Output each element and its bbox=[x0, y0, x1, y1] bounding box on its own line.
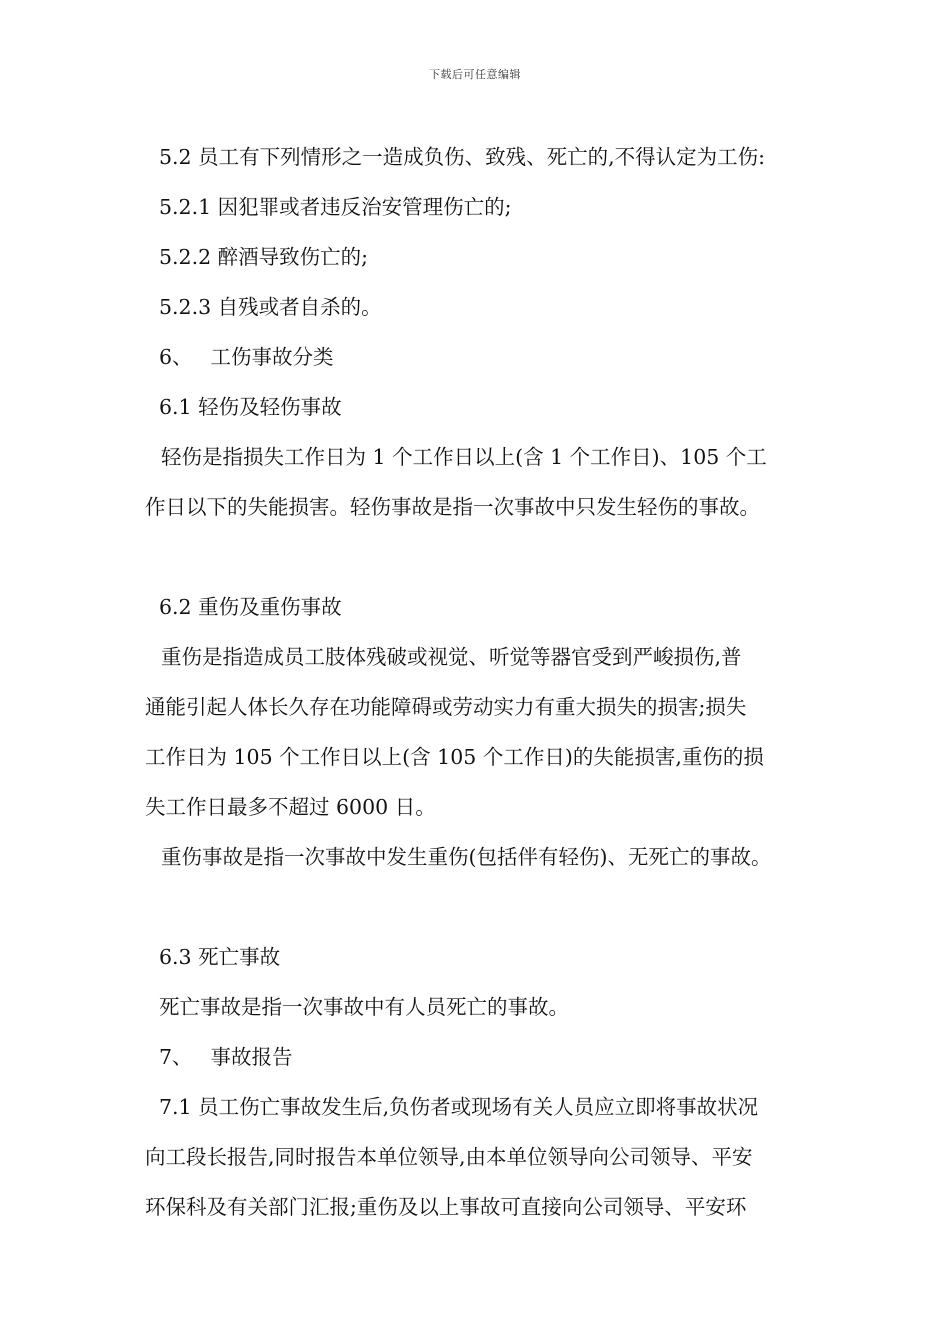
section-6-title: 工伤事故分类 bbox=[210, 345, 334, 369]
section-6-heading bbox=[145, 332, 820, 382]
clause-6-1: 6.1 轻伤及轻伤事故 bbox=[159, 395, 342, 419]
clause-6-2: 6.2 重伤及重伤事故 bbox=[159, 595, 342, 619]
paragraph-6-2b: 重伤事故是指一次事故中发生重伤(包括伴有轻伤)、无死亡的事故。 bbox=[161, 845, 772, 869]
paragraph-6-2-line-2: 通能引起人体长久存在功能障碍或劳动实力有重大损失的损害;损失 bbox=[145, 695, 747, 719]
section-7-number: 7、 bbox=[159, 1045, 193, 1069]
blank-line bbox=[145, 882, 820, 932]
paragraph-6-2-line-3: 工作日为 105 个工作日以上(含 105 个工作日)的失能损害,重伤的损 bbox=[145, 745, 764, 769]
blank-line bbox=[145, 532, 820, 582]
section-6-number: 6、 bbox=[159, 345, 193, 369]
paragraph-7-1-line-1: 7.1 员工伤亡事故发生后,负伤者或现场有关人员应立即将事故状况 bbox=[159, 1095, 759, 1119]
clause-5-2-1: 5.2.1 因犯罪或者违反治安管理伤亡的; bbox=[159, 195, 512, 219]
paragraph-6-1-line-1: 轻伤是指损失工作日为 1 个工作日以上(含 1 个工作日)、105 个工 bbox=[161, 445, 767, 469]
section-7-title: 事故报告 bbox=[210, 1045, 293, 1069]
paragraph-7-1-line-2: 向工段长报告,同时报告本单位领导,由本单位领导向公司领导、平安 bbox=[145, 1145, 753, 1169]
clause-5-2-3: 5.2.3 自残或者自杀的。 bbox=[159, 295, 382, 319]
paragraph-6-1-line-2: 作日以下的失能损害。轻伤事故是指一次事故中只发生轻伤的事故。 bbox=[145, 495, 760, 519]
clause-5-2-2: 5.2.2 醉酒导致伤亡的; bbox=[159, 245, 369, 269]
paragraph-6-2-line-4: 失工作日最多不超过 6000 日。 bbox=[145, 795, 436, 819]
clause-6-3: 6.3 死亡事故 bbox=[159, 945, 281, 969]
paragraph-6-3: 死亡事故是指一次事故中有人员死亡的事故。 bbox=[159, 995, 569, 1019]
page-header: 下载后可任意编辑 bbox=[429, 68, 521, 81]
document-body bbox=[145, 132, 820, 1232]
paragraph-7-1-line-3: 环保科及有关部门汇报;重伤及以上事故可直接向公司领导、平安环 bbox=[145, 1195, 747, 1219]
section-7-heading bbox=[145, 1032, 820, 1082]
paragraph-6-2-line-1: 重伤是指造成员工肢体残破或视觉、听觉等器官受到严峻损伤,普 bbox=[161, 645, 742, 669]
clause-5-2: 5.2 员工有下列情形之一造成负伤、致残、死亡的,不得认定为工伤: bbox=[159, 145, 766, 169]
